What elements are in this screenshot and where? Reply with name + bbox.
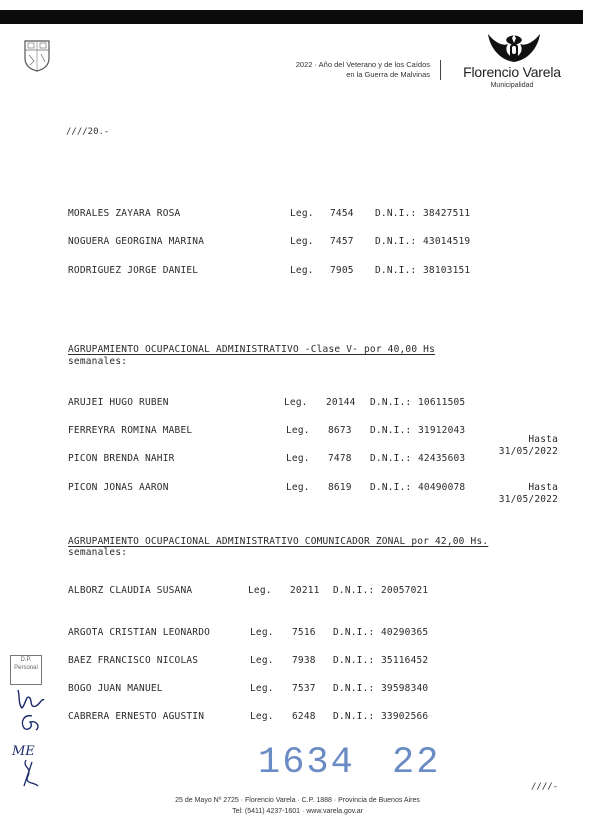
leg-label: Leg. <box>286 453 310 464</box>
dni-number: 43014519 <box>423 236 471 247</box>
margin-stamp-line2: Personal <box>14 665 38 671</box>
dni-number: 39598340 <box>381 683 429 694</box>
top-scan-bar <box>0 10 583 24</box>
leg-number: 7457 <box>330 236 354 247</box>
dni-number: 10611505 <box>418 397 466 408</box>
dni-number: 31912043 <box>418 425 466 436</box>
leg-label: Leg. <box>286 482 310 493</box>
leg-number: 7516 <box>292 627 316 638</box>
header-slogan-line2: en la Guerra de Malvinas <box>346 70 430 79</box>
section-heading-cont: semanales: <box>68 356 128 367</box>
brand-name: Florencio Varela <box>463 64 561 80</box>
employee-name: CABRERA ERNESTO AGUSTIN <box>68 711 205 722</box>
leg-number: 20211 <box>290 585 320 596</box>
employee-name: ARUJEI HUGO RUBEN <box>68 397 169 408</box>
dni-label: D.N.I.: <box>333 627 375 638</box>
leg-number: 7478 <box>328 453 352 464</box>
header-slogan <box>222 60 430 80</box>
handwritten-mark-icon <box>12 712 46 734</box>
leg-label: Leg. <box>248 585 272 596</box>
leg-label: Leg. <box>290 236 314 247</box>
leg-number: 6248 <box>292 711 316 722</box>
employee-name: FERREYRA ROMINA MABEL <box>68 425 193 436</box>
section-heading: AGRUPAMIENTO OCUPACIONAL ADMINISTRATIVO COMUNICADOR ZONAL por 42,00 Hs. <box>68 536 489 547</box>
employee-name: ALBORZ CLAUDIA SUSANA <box>68 585 193 596</box>
leg-number: 8673 <box>328 425 352 436</box>
employee-name: NOGUERA GEORGINA MARINA <box>68 236 205 247</box>
continuation-mark: ////- <box>531 782 559 792</box>
leg-label: Leg. <box>290 265 314 276</box>
leg-label: Leg. <box>250 655 274 666</box>
footer-contact: Tel: (5411) 4237-1601 · www.varela.gov.ar <box>232 808 363 815</box>
stamp-number: 1634 <box>258 742 355 784</box>
employee-name: BOGO JUAN MANUEL <box>68 683 163 694</box>
section-heading-cont: semanales: <box>68 547 128 558</box>
dni-label: D.N.I.: <box>333 585 375 596</box>
municipal-seal-icon <box>22 38 52 72</box>
margin-stamp <box>10 655 42 685</box>
dni-label: D.N.I.: <box>375 208 417 219</box>
employee-name: MORALES ZAYARA ROSA <box>68 208 181 219</box>
leg-label: Leg. <box>250 683 274 694</box>
validity-note: Hasta 31/05/2022 <box>498 434 558 457</box>
employee-name: PICON JONAS AARON <box>68 482 169 493</box>
leg-number: 7905 <box>330 265 354 276</box>
dni-number: 38427511 <box>423 208 471 219</box>
leg-label: Leg. <box>250 627 274 638</box>
dni-number: 40490078 <box>418 482 466 493</box>
margin-stamp-line1: D.P. <box>20 657 32 663</box>
dni-label: D.N.I.: <box>370 482 412 493</box>
dni-number: 33902566 <box>381 711 429 722</box>
employee-name: RODRIGUEZ JORGE DANIEL <box>68 265 199 276</box>
leg-label: Leg. <box>284 397 308 408</box>
validity-note: Hasta 31/05/2022 <box>498 482 558 505</box>
handwritten-initials-icon <box>12 686 46 714</box>
dni-number: 38103151 <box>423 265 471 276</box>
leg-number: 7537 <box>292 683 316 694</box>
leg-label: Leg. <box>286 425 310 436</box>
leg-number: 8619 <box>328 482 352 493</box>
leg-number: 7454 <box>330 208 354 219</box>
header-slogan-line1: 2022 · Año del Veterano y de los Caídos <box>295 60 430 69</box>
employee-name: BAEZ FRANCISCO NICOLAS <box>68 655 199 666</box>
employee-name: ARGOTA CRISTIAN LEONARDO <box>68 627 211 638</box>
handwritten-flourish-icon <box>18 758 44 788</box>
florencio-varela-logo-icon <box>486 32 542 66</box>
section-heading: AGRUPAMIENTO OCUPACIONAL ADMINISTRATIVO -Clase V- por 40,00 Hs <box>68 344 436 355</box>
stamp-year: 22 <box>392 742 441 784</box>
leg-label: Leg. <box>250 711 274 722</box>
dni-label: D.N.I.: <box>333 683 375 694</box>
header-divider <box>440 60 441 80</box>
brand-subtitle: Municipalidad <box>490 82 534 89</box>
handwritten-me: ME <box>12 744 35 759</box>
dni-label: D.N.I.: <box>375 236 417 247</box>
employee-name: PICON BRENDA NAHIR <box>68 453 175 464</box>
dni-number: 42435603 <box>418 453 466 464</box>
leg-number: 20144 <box>326 397 356 408</box>
dni-label: D.N.I.: <box>333 711 375 722</box>
leg-number: 7938 <box>292 655 316 666</box>
leg-label: Leg. <box>290 208 314 219</box>
dni-label: D.N.I.: <box>370 425 412 436</box>
footer-address: 25 de Mayo Nº 2725 · Florencio Varela · C.P. 1888 · Provincia de Buenos Aires <box>175 797 420 804</box>
page-reference: ////20.- <box>66 127 110 137</box>
dni-label: D.N.I.: <box>375 265 417 276</box>
dni-number: 40290365 <box>381 627 429 638</box>
dni-label: D.N.I.: <box>370 453 412 464</box>
dni-label: D.N.I.: <box>333 655 375 666</box>
dni-number: 20057021 <box>381 585 429 596</box>
dni-number: 35116452 <box>381 655 429 666</box>
dni-label: D.N.I.: <box>370 397 412 408</box>
